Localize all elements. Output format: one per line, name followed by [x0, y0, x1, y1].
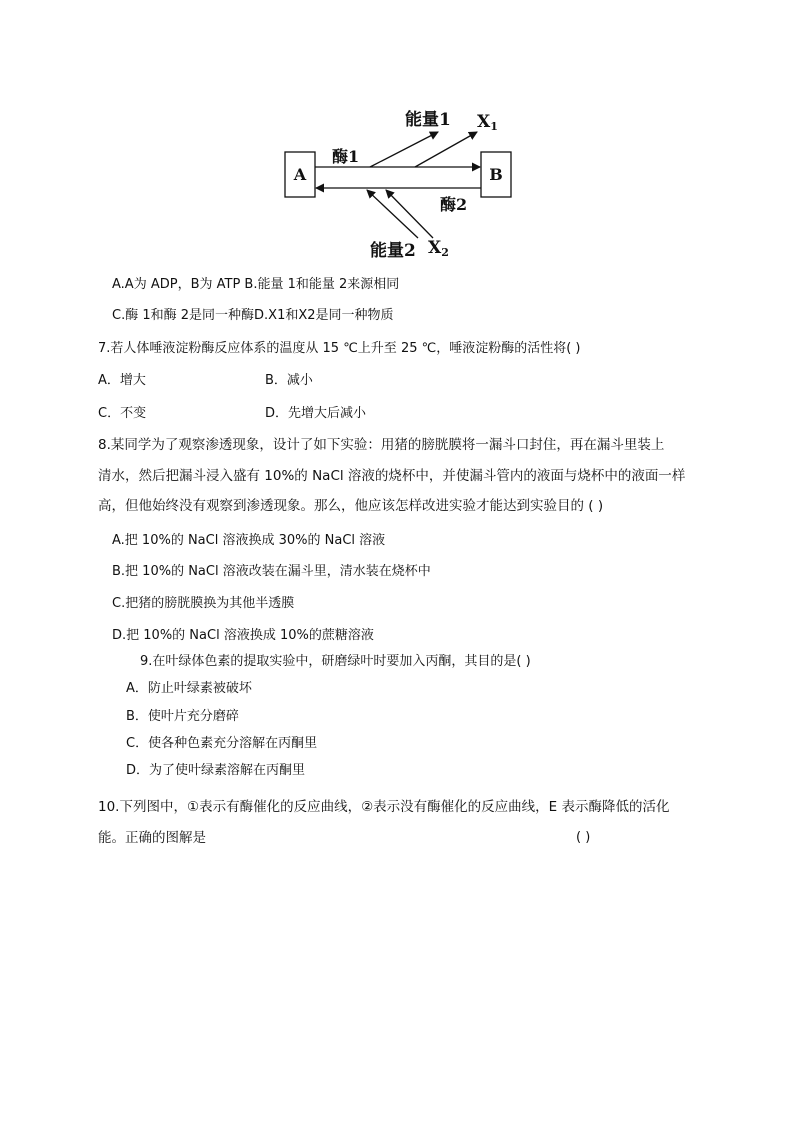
- box-b-label: B: [489, 165, 503, 184]
- q9-option-c: C．使各种色素充分溶解在丙酮里: [126, 736, 318, 751]
- x2-subscript: 2: [441, 246, 449, 259]
- diagram-canvas: [270, 100, 530, 265]
- q10-stem-line2: 能。正确的图解是: [98, 830, 206, 846]
- atp-adp-conversion-diagram: [270, 100, 530, 265]
- q7-option-c: C．不变: [98, 406, 147, 421]
- q7-option-a: A．增大: [98, 373, 146, 388]
- q8-stem-line3: 高，但他始终没有观察到渗透现象。那么，他应该怎样改进实验才能达到实验目的 ( ): [98, 498, 604, 514]
- x1-subscript: 1: [490, 120, 498, 133]
- q8-option-b: B.把 10%的 NaCl 溶液改装在漏斗里，清水装在烧杯中: [112, 564, 431, 579]
- enzyme2-label: 酶2: [440, 195, 468, 214]
- enzyme1-label: 酶1: [332, 147, 360, 166]
- q7-stem: 7.若人体唾液淀粉酶反应体系的温度从 15 ℃上升至 25 ℃，唾液淀粉酶的活性将( ): [98, 341, 581, 356]
- q6-option-ab: A.A为 ADP，B为 ATP B.能量 1和能量 2来源相同: [112, 277, 400, 292]
- q6-option-cd: C.酶 1和酶 2是同一种酶D.X1和X2是同一种物质: [112, 308, 394, 323]
- q8-option-a: A.把 10%的 NaCl 溶液换成 30%的 NaCl 溶液: [112, 533, 386, 548]
- q7-option-b: B．减小: [265, 373, 313, 388]
- q8-stem-line2: 清水，然后把漏斗浸入盛有 10%的 NaCl 溶液的烧杯中，并使漏斗管内的液面与烧杯中的液面一样: [98, 468, 686, 484]
- q9-option-b: B．使叶片充分磨碎: [126, 709, 239, 724]
- box-a-label: A: [293, 165, 307, 184]
- q9-option-d: D．为了使叶绿素溶解在丙酮里: [126, 763, 306, 778]
- q10-answer-paren: ( ): [576, 830, 591, 845]
- arrow-x1-out: [415, 132, 477, 167]
- q9-stem: 9.在叶绿体色素的提取实验中，研磨绿叶时要加入丙酮，其目的是( ): [140, 654, 531, 669]
- energy1-label: 能量1: [405, 110, 451, 130]
- q9-option-a: A．防止叶绿素被破坏: [126, 681, 252, 696]
- q8-stem-line1: 8.某同学为了观察渗透现象，设计了如下实验：用猪的膀胱膜将一漏斗口封住，再在漏斗里装上: [98, 437, 665, 453]
- energy2-label: 能量2: [370, 241, 416, 261]
- q7-option-d: D．先增大后减小: [265, 406, 367, 421]
- q8-option-c: C.把猪的膀胱膜换为其他半透膜: [112, 596, 295, 611]
- q8-option-d: D.把 10%的 NaCl 溶液换成 10%的蔗糖溶液: [112, 628, 374, 643]
- x1-label: X1: [477, 112, 498, 133]
- arrow-energy1-out: [370, 132, 438, 167]
- q10-stem-line1: 10.下列图中，①表示有酶催化的反应曲线，②表示没有酶催化的反应曲线，E 表示酶降低的活化: [98, 799, 670, 815]
- x2-label: X2: [428, 238, 449, 259]
